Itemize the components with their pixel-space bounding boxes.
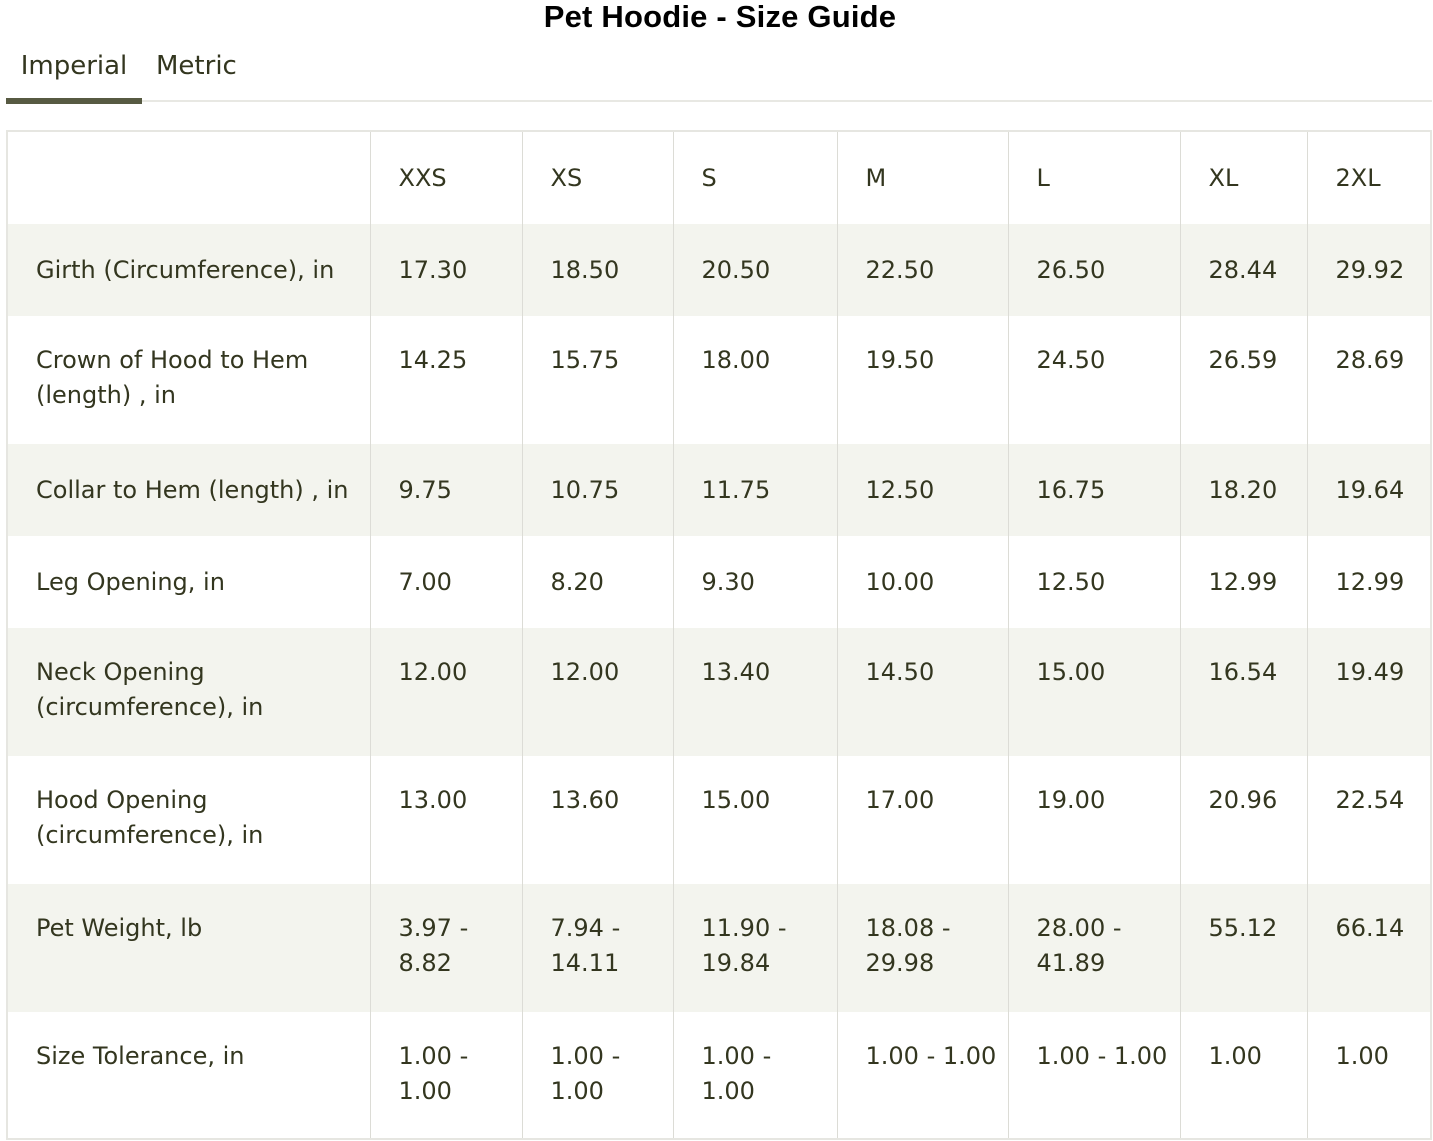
row-label: Size Tolerance, in bbox=[8, 1012, 370, 1140]
header-cell-empty bbox=[8, 132, 370, 224]
table-cell: 14.50 bbox=[837, 628, 1008, 756]
table-cell: 3.97 - 8.82 bbox=[370, 884, 522, 1012]
header-cell-size: XS bbox=[522, 132, 673, 224]
header-cell-size: S bbox=[673, 132, 837, 224]
table-cell: 17.30 bbox=[370, 224, 522, 316]
table-cell: 28.44 bbox=[1180, 224, 1307, 316]
table-row bbox=[8, 756, 1432, 884]
table-cell: 17.00 bbox=[837, 756, 1008, 884]
table-cell: 26.59 bbox=[1180, 316, 1307, 444]
table-cell: 22.50 bbox=[837, 224, 1008, 316]
table-row bbox=[8, 536, 1432, 628]
table-cell: 10.00 bbox=[837, 536, 1008, 628]
table-cell: 20.50 bbox=[673, 224, 837, 316]
table-cell: 1.00 - 1.00 bbox=[1008, 1012, 1180, 1140]
header-cell-size: M bbox=[837, 132, 1008, 224]
table-cell: 12.50 bbox=[1008, 536, 1180, 628]
table-cell: 22.54 bbox=[1307, 756, 1432, 884]
row-label: Leg Opening, in bbox=[8, 536, 370, 628]
table-cell: 14.25 bbox=[370, 316, 522, 444]
table-row bbox=[8, 1012, 1432, 1140]
table-row bbox=[8, 884, 1432, 1012]
row-label: Pet Weight, lb bbox=[8, 884, 370, 1012]
table-row bbox=[8, 628, 1432, 756]
table-cell: 8.20 bbox=[522, 536, 673, 628]
header-cell-size: L bbox=[1008, 132, 1180, 224]
table-cell: 19.50 bbox=[837, 316, 1008, 444]
table-cell: 16.54 bbox=[1180, 628, 1307, 756]
table-cell: 1.00 - 1.00 bbox=[370, 1012, 522, 1140]
header-row bbox=[8, 132, 1432, 224]
table-cell: 9.30 bbox=[673, 536, 837, 628]
table-cell: 15.75 bbox=[522, 316, 673, 444]
table-cell: 7.00 bbox=[370, 536, 522, 628]
table-cell: 10.75 bbox=[522, 444, 673, 536]
table-cell: 1.00 - 1.00 bbox=[837, 1012, 1008, 1140]
table-cell: 7.94 - 14.11 bbox=[522, 884, 673, 1012]
table-cell: 19.00 bbox=[1008, 756, 1180, 884]
table-cell: 20.96 bbox=[1180, 756, 1307, 884]
table-cell: 19.64 bbox=[1307, 444, 1432, 536]
table-cell: 11.75 bbox=[673, 444, 837, 536]
row-label: Hood Opening (circumference), in bbox=[8, 756, 370, 884]
table-cell: 18.08 - 29.98 bbox=[837, 884, 1008, 1012]
table-cell: 28.69 bbox=[1307, 316, 1432, 444]
table-cell: 1.00 bbox=[1307, 1012, 1432, 1140]
table-cell: 12.00 bbox=[522, 628, 673, 756]
table-cell: 16.75 bbox=[1008, 444, 1180, 536]
table-cell: 29.92 bbox=[1307, 224, 1432, 316]
table-cell: 12.00 bbox=[370, 628, 522, 756]
table-cell: 12.99 bbox=[1180, 536, 1307, 628]
table-cell: 11.90 - 19.84 bbox=[673, 884, 837, 1012]
table-cell: 13.40 bbox=[673, 628, 837, 756]
row-label: Girth (Circumference), in bbox=[8, 224, 370, 316]
table-cell: 18.50 bbox=[522, 224, 673, 316]
table-cell: 12.99 bbox=[1307, 536, 1432, 628]
size-table-container bbox=[6, 130, 1432, 1140]
table-cell: 15.00 bbox=[673, 756, 837, 884]
table-cell: 19.49 bbox=[1307, 628, 1432, 756]
table-cell: 1.00 - 1.00 bbox=[673, 1012, 837, 1140]
header-cell-size: XL bbox=[1180, 132, 1307, 224]
table-cell: 1.00 bbox=[1180, 1012, 1307, 1140]
table-cell: 28.00 - 41.89 bbox=[1008, 884, 1180, 1012]
table-cell: 24.50 bbox=[1008, 316, 1180, 444]
table-cell: 26.50 bbox=[1008, 224, 1180, 316]
table-cell: 13.00 bbox=[370, 756, 522, 884]
table-cell: 9.75 bbox=[370, 444, 522, 536]
page-title: Pet Hoodie - Size Guide bbox=[543, 0, 897, 34]
table-row bbox=[8, 316, 1432, 444]
tab-metric[interactable]: Metric bbox=[156, 51, 237, 81]
table-cell: 55.12 bbox=[1180, 884, 1307, 1012]
header-cell-size: XXS bbox=[370, 132, 522, 224]
table-cell: 1.00 - 1.00 bbox=[522, 1012, 673, 1140]
tab-imperial[interactable]: Imperial bbox=[6, 44, 142, 104]
table-row bbox=[8, 444, 1432, 536]
table-cell: 13.60 bbox=[522, 756, 673, 884]
table-cell: 66.14 bbox=[1307, 884, 1432, 1012]
table-row bbox=[8, 224, 1432, 316]
size-table bbox=[8, 132, 1432, 1140]
table-cell: 18.20 bbox=[1180, 444, 1307, 536]
table-cell: 18.00 bbox=[673, 316, 837, 444]
table-cell: 15.00 bbox=[1008, 628, 1180, 756]
row-label: Neck Opening (circumference), in bbox=[8, 628, 370, 756]
header-cell-size: 2XL bbox=[1307, 132, 1432, 224]
table-cell: 12.50 bbox=[837, 444, 1008, 536]
row-label: Crown of Hood to Hem (length) , in bbox=[8, 316, 370, 444]
unit-tabs bbox=[6, 44, 1432, 102]
row-label: Collar to Hem (length) , in bbox=[8, 444, 370, 536]
